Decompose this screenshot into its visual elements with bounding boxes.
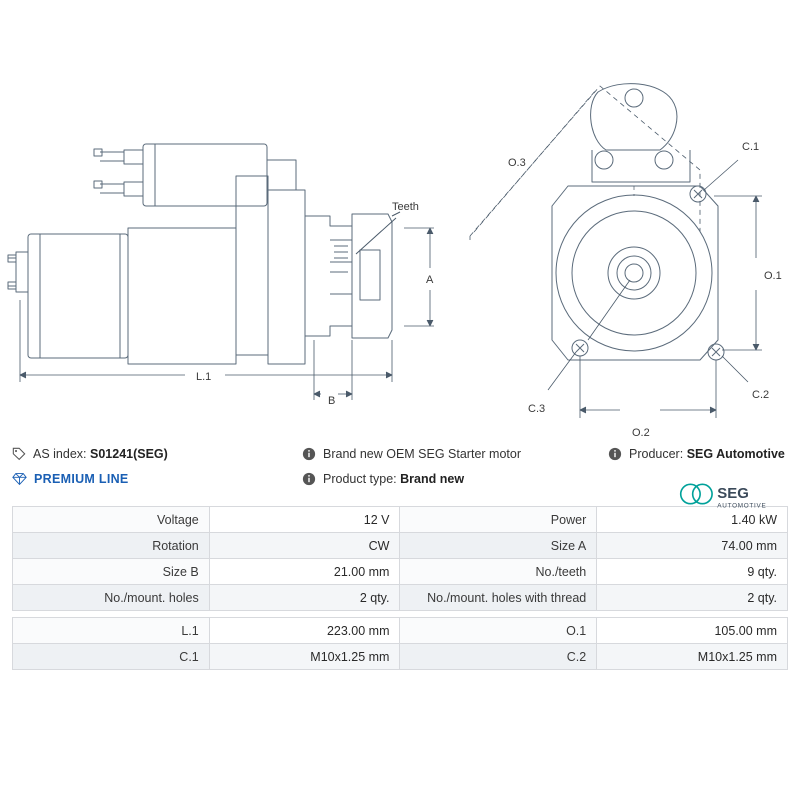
tag-icon <box>12 447 26 461</box>
spec-key: No./mount. holes <box>13 585 210 611</box>
spec-key: C.2 <box>400 644 597 670</box>
dimension-o2 <box>580 356 716 418</box>
table-row <box>13 585 788 611</box>
front-view-flange <box>552 186 718 360</box>
spec-key: No./mount. holes with thread <box>400 585 597 611</box>
front-view-top-flange <box>591 84 690 182</box>
info-icon <box>302 447 316 461</box>
spec-key: Power <box>400 507 597 533</box>
spec-value: 2 qty. <box>209 585 400 611</box>
table-row <box>13 618 788 644</box>
producer-value: SEG Automotive <box>686 447 785 461</box>
label-a: A <box>426 274 434 286</box>
table-row <box>13 507 788 533</box>
as-index-item <box>12 446 302 462</box>
side-view-drive-end <box>305 214 392 338</box>
producer-item <box>608 446 788 462</box>
front-view-solenoid-outline <box>470 86 700 240</box>
label-teeth: Teeth <box>392 201 419 213</box>
label-c2: C.2 <box>752 389 770 401</box>
table-spacer <box>13 611 788 618</box>
spec-value: 105.00 mm <box>597 618 788 644</box>
as-index-value: S01241(SEG) <box>90 447 168 461</box>
dimension-b <box>314 340 352 400</box>
product-type-value: Brand new <box>400 472 465 486</box>
label-c1: C.1 <box>742 141 760 153</box>
spec-key: Size A <box>400 533 597 559</box>
spec-key: O.1 <box>400 618 597 644</box>
label-l1: L.1 <box>196 371 212 383</box>
front-view-circles <box>556 195 712 351</box>
description-item <box>302 446 608 462</box>
table-row <box>13 533 788 559</box>
side-view-rear-terminals <box>8 252 28 292</box>
table-row <box>13 644 788 670</box>
spec-value: 12 V <box>209 507 400 533</box>
label-c3: C.3 <box>528 403 546 415</box>
spec-value: 2 qty. <box>597 585 788 611</box>
side-view-body <box>28 234 128 358</box>
teeth-leader-line <box>356 212 400 254</box>
label-o3: O.3 <box>508 157 526 169</box>
premium-line-label: PREMIUM LINE <box>34 472 129 486</box>
spec-value: 74.00 mm <box>597 533 788 559</box>
label-o2: O.2 <box>632 427 650 439</box>
as-index-label: AS index: <box>33 447 87 461</box>
side-view-solenoid <box>94 144 296 206</box>
spec-value: M10x1.25 mm <box>209 644 400 670</box>
product-type-label: Product type: <box>323 472 397 486</box>
dimension-o1 <box>714 196 762 350</box>
spec-key: C.1 <box>13 644 210 670</box>
spec-value: CW <box>209 533 400 559</box>
spec-value: 21.00 mm <box>209 559 400 585</box>
premium-line-item <box>12 471 302 487</box>
product-type-item <box>302 471 608 487</box>
specifications-table <box>12 506 788 670</box>
spec-key: Rotation <box>13 533 210 559</box>
svg-text:AUTOMOTIVE: AUTOMOTIVE <box>717 502 767 510</box>
svg-text:SEG: SEG <box>717 484 749 502</box>
info-row-2 <box>12 471 788 487</box>
description-text: Brand new OEM SEG Starter motor <box>323 447 521 461</box>
seg-automotive-logo <box>674 482 786 518</box>
info-row-1 <box>12 446 788 462</box>
table-row <box>13 559 788 585</box>
spec-value: 9 qty. <box>597 559 788 585</box>
spec-value: 1.40 kW <box>597 507 788 533</box>
label-o1: O.1 <box>764 270 782 282</box>
label-b: B <box>328 395 336 407</box>
info-icon <box>608 447 622 461</box>
spec-key: L.1 <box>13 618 210 644</box>
spec-key: No./teeth <box>400 559 597 585</box>
producer-label: Producer: <box>629 447 684 461</box>
dimension-l1 <box>20 300 392 382</box>
spec-value: M10x1.25 mm <box>597 644 788 670</box>
info-icon <box>302 472 316 486</box>
spec-key: Voltage <box>13 507 210 533</box>
diamond-icon <box>12 472 27 486</box>
spec-value: 223.00 mm <box>209 618 400 644</box>
spec-key: Size B <box>13 559 210 585</box>
